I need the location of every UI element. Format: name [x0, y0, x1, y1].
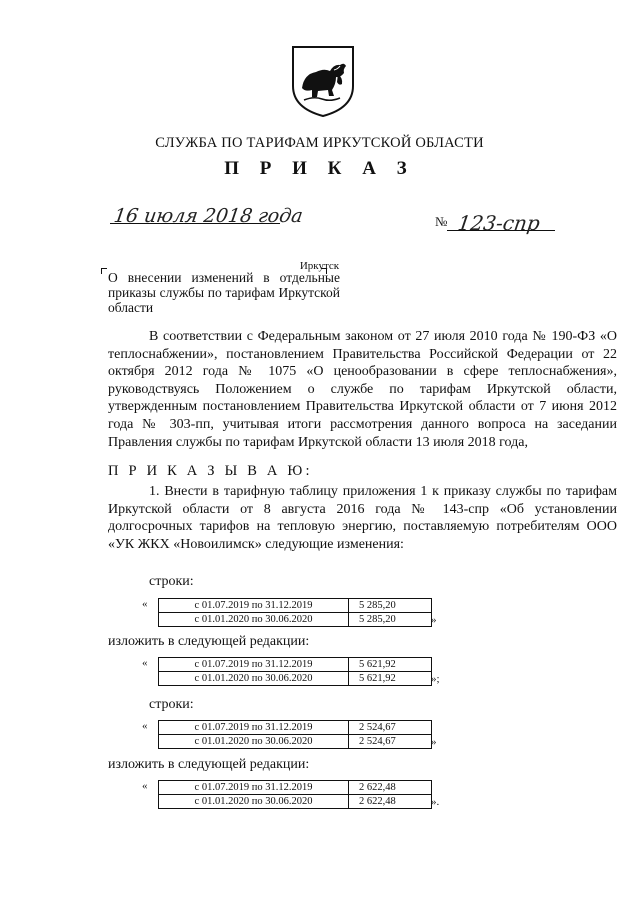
city-name: Иркутск	[299, 260, 340, 272]
rows-label-1: строки:	[149, 574, 194, 589]
tariff-table-2	[158, 657, 432, 686]
value-cell: 2 622,48	[349, 781, 432, 795]
table-row	[159, 735, 432, 749]
handwritten-date: 16 июля 2018 года	[112, 205, 305, 227]
replace-label-2: изложить в следующей редакции:	[108, 757, 310, 772]
period-cell: с 01.01.2020 по 30.06.2020	[159, 795, 349, 809]
period-cell: с 01.01.2020 по 30.06.2020	[159, 672, 349, 686]
table-row	[159, 613, 432, 627]
quote-open-2: «	[142, 657, 148, 669]
handwritten-number: 123-спр	[456, 211, 542, 235]
order-subject: О внесении изменений в отдельные приказы службы по тарифам Иркутской области	[108, 270, 340, 315]
period-cell: с 01.07.2019 по 31.12.2019	[159, 658, 349, 672]
replace-label-1: изложить в следующей редакции:	[108, 634, 310, 649]
table-row	[159, 658, 432, 672]
value-cell: 2 622,48	[349, 795, 432, 809]
period-cell: с 01.07.2019 по 31.12.2019	[159, 721, 349, 735]
quote-close-4: ».	[431, 796, 440, 808]
table-row	[159, 721, 432, 735]
rows-label-2: строки:	[149, 697, 194, 712]
quote-open-1: «	[142, 598, 148, 610]
document-type-title: П Р И К А З	[224, 158, 415, 179]
table-row	[159, 672, 432, 686]
value-cell: 2 524,67	[349, 735, 432, 749]
number-label: №	[435, 214, 448, 229]
preamble-paragraph: В соответствии с Федеральным законом от 27 июля 2010 года № 190-ФЗ «О теплоснабжении», постановлением Правительства Российской Федерации от 22 октября 2012 года № 1075 «О ценообразовании в сфере теплоснабжения», руководствуясь Положением о службе по тарифам Иркутской области, утвержденным постановлением Правительства Иркутской области от 7 июня 2012 года № 303-пп, учитывая итоги рассмотрения данного вопроса на заседании Правления службы по тарифам Иркутской области 13 июля 2018 года,	[108, 329, 617, 450]
quote-open-3: «	[142, 720, 148, 732]
value-cell: 5 621,92	[349, 672, 432, 686]
tariff-table-3	[158, 720, 432, 749]
value-cell: 2 524,67	[349, 721, 432, 735]
organization-name: СЛУЖБА ПО ТАРИФАМ ИРКУТСКОЙ ОБЛАСТИ	[155, 135, 484, 151]
table-row	[159, 781, 432, 795]
value-cell: 5 285,20	[349, 613, 432, 627]
quote-close-3: »	[431, 736, 437, 748]
quote-close-2: »;	[431, 673, 440, 685]
period-cell: с 01.07.2019 по 31.12.2019	[159, 599, 349, 613]
quote-close-1: »	[431, 614, 437, 626]
subject-bracket-left	[101, 268, 107, 274]
value-cell: 5 285,20	[349, 599, 432, 613]
order-word: П Р И К А З Ы В А Ю:	[108, 463, 313, 479]
period-cell: с 01.01.2020 по 30.06.2020	[159, 735, 349, 749]
value-cell: 5 621,92	[349, 658, 432, 672]
period-cell: с 01.07.2019 по 31.12.2019	[159, 781, 349, 795]
period-cell: с 01.01.2020 по 30.06.2020	[159, 613, 349, 627]
tariff-table-1	[158, 598, 432, 627]
table-row	[159, 599, 432, 613]
coat-of-arms-emblem	[290, 44, 356, 118]
tariff-table-4	[158, 780, 432, 809]
table-row	[159, 795, 432, 809]
item-1-paragraph: 1. Внести в тарифную таблицу приложения 1 к приказу службы по тарифам Иркутской области от 8 августа 2016 года № 143-спр «Об установлении долгосрочных тарифов на тепловую энергию, поставляемую потребителям ООО «УК ЖКХ «Новоилимск» следующие изменения:	[108, 484, 617, 552]
quote-open-4: «	[142, 780, 148, 792]
